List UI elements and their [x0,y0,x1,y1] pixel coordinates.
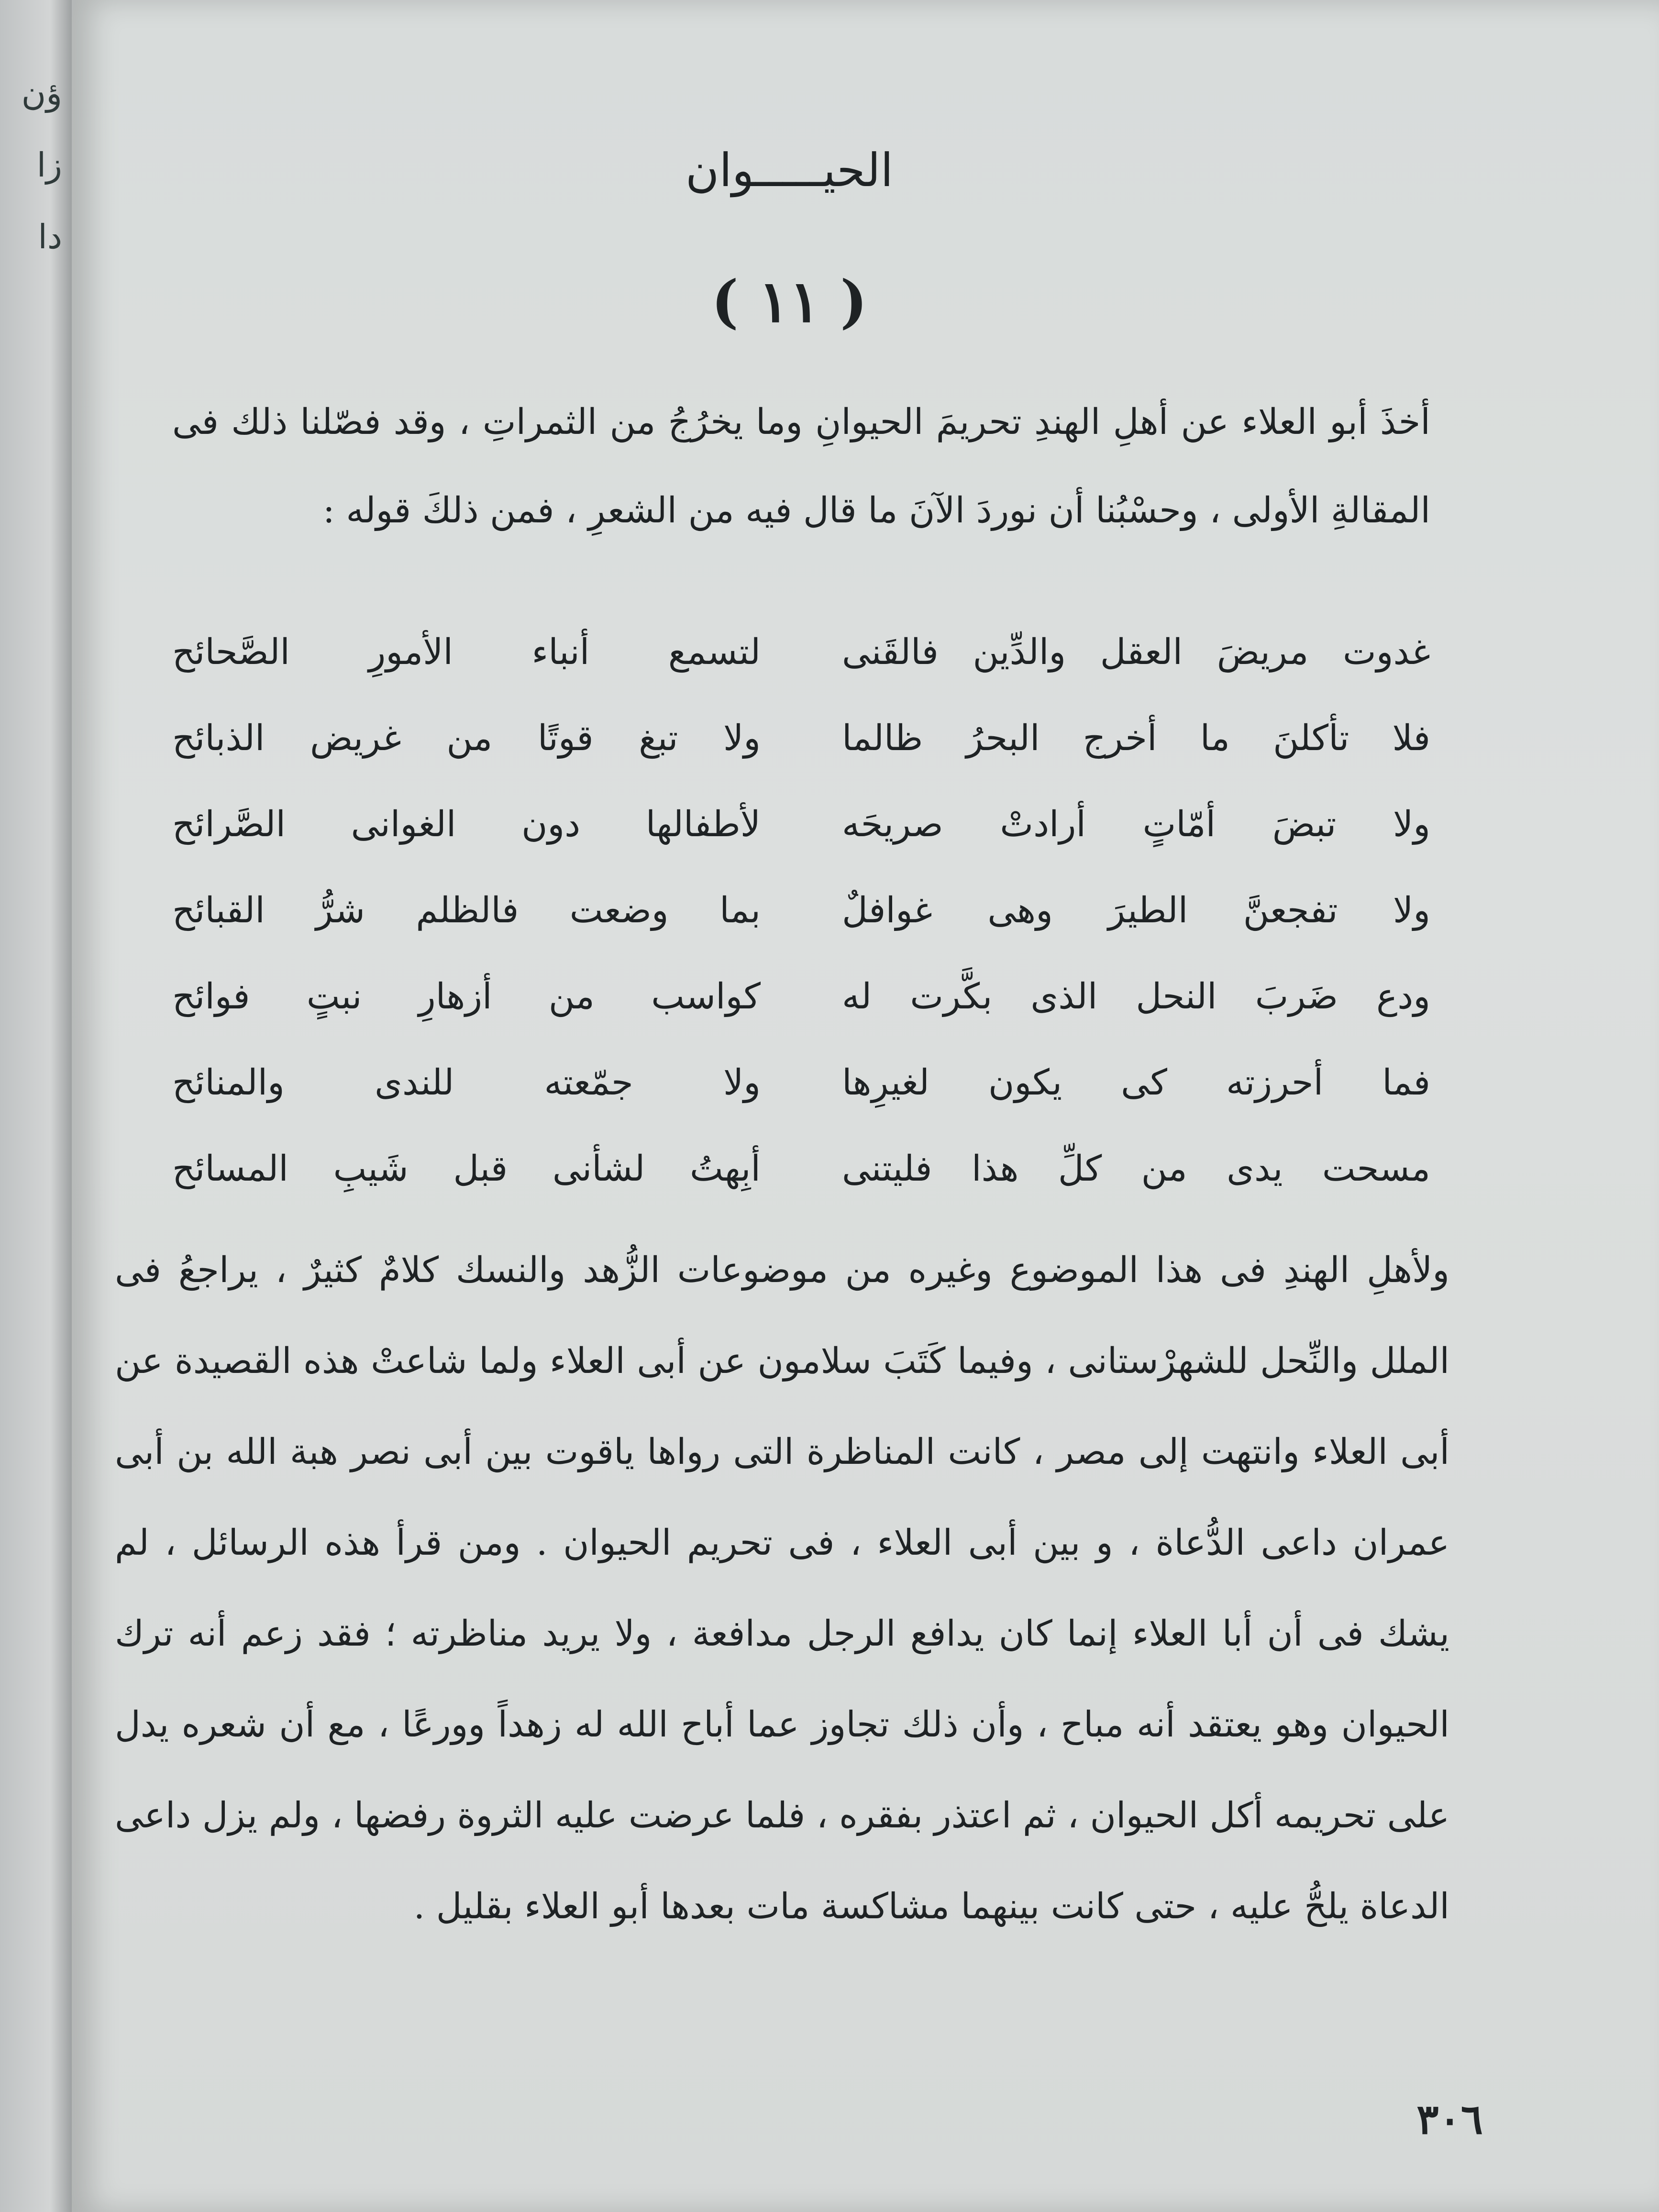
verse-first-hemistich: غدوت مريضَ العقل والدِّين فالقَنى [842,631,1430,673]
verse-second-hemistich: ولا تبغ قوتًا من غريض الذبائح [172,718,761,759]
poem [172,622,1430,1225]
running-title: الحيـــــوان [685,144,894,197]
poem-verse [172,1139,1430,1225]
poem-verse [172,1052,1430,1139]
verse-second-hemistich: بما وضعت فالظلم شرُّ القبائح [172,890,761,931]
facing-page-mark: دا [38,217,62,256]
verse-first-hemistich: فلا تأكلنَ ما أخرج البحرُ ظالما [842,718,1430,759]
facing-page-marks [5,57,62,273]
poem-verse [172,880,1430,966]
poem-verse [172,708,1430,794]
poem-verse [172,794,1430,880]
body-paragraph: ولأهلِ الهندِ فى هذا الموضوع وغيره من موضوعات الزُّهد والنسك كلامٌ كثيرٌ ، يراجعُ فى الملل والنِّحل للشهرْستانى ، وفيما كَتَبَ سلامون عن أبى العلاء ولما شاعتْ هذه القصيدة عن أبى العلاء وانتهت إلى مصر ، كانت المناظرة التى رواها ياقوت بين أبى نصر هبة الله بن أبى عمران داعى الدُّعاة ، و بين أبى العلاء ، فى تحريم الحيوان . ومن قرأ هذه الرسائل ، لم يشك فى أن أبا العلاء إنما كان يدافع الرجل مدافعة ، ولا يريد مناظرته ؛ فقد زعم أنه ترك الحيوان وهو يعتقد أنه مباح ، وأن ذلك تجاوز عما أباح الله له زهداً وورعًا ، مع أن شعره يدل على تحريمه أكل الحيوان ، ثم اعتذر بفقره ، فلما عرضت عليه الثروة رفضها ، ولم يزل داعى الدعاة يلحُّ عليه ، حتى كانت بينهما مشاكسة مات بعدها أبو العلاء بقليل . [115,1250,1449,1927]
facing-page-edge [0,0,72,2212]
verse-second-hemistich: أبِهتُ لشأنى قبل شَيبِ المسائح [172,1148,761,1189]
verse-first-hemistich: ودع ضَربَ النحل الذى بكَّرت له [842,976,1430,1017]
facing-page-mark: زا [36,145,62,185]
verse-second-hemistich: لأطفالها دون الغوانى الصَّرائح [172,804,761,845]
page-number: ٣٠٦ [1416,2095,1483,2144]
verse-second-hemistich: ولا جمّعته للندى والمنائح [172,1062,761,1103]
poem-verse [172,966,1430,1052]
verse-first-hemistich: فما أحرزته كى يكون لغيرِها [842,1062,1430,1103]
verse-second-hemistich: لتسمع أنباء الأمورِ الصَّحائح [172,631,761,673]
intro-paragraph: أخذَ أبو العلاء عن أهلِ الهندِ تحريمَ الحيوانِ وما يخرُجُ من الثمراتِ ، وقد فصّلنا ذلك فى المقالةِ الأولى ، وحسْبُنا أن نوردَ الآنَ ما قال فيه من الشعرِ ، فمن ذلكَ قوله : [172,401,1430,531]
verse-first-hemistich: مسحت يدى من كلِّ هذا فليتنى [842,1148,1430,1189]
chapter-number: ( ١١ ) [711,268,868,335]
poem-verse [172,622,1430,708]
verse-second-hemistich: كواسب من أزهارِ نبتٍ فوائح [172,976,761,1017]
verse-first-hemistich: ولا تبضَ أمّاتٍ أرادتْ صريحَه [842,804,1430,845]
facing-page-mark: ؤن [21,74,62,113]
verse-first-hemistich: ولا تفجعنَّ الطيرَ وهى غوافلٌ [842,890,1430,931]
